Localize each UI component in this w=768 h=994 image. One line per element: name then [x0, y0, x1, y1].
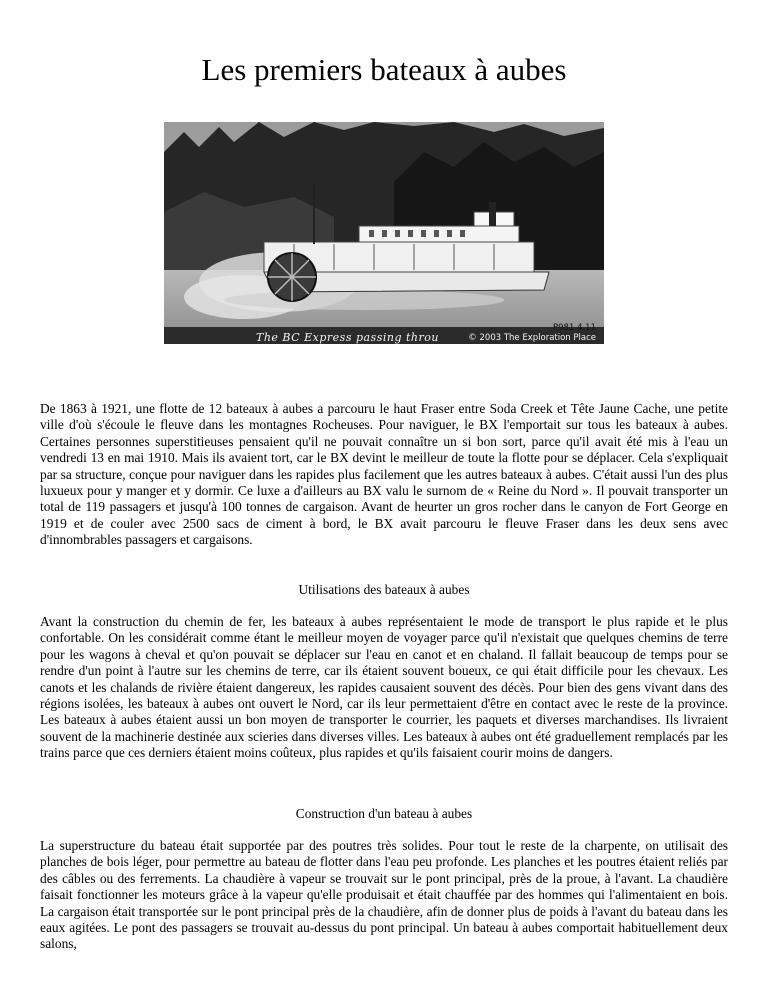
uses-paragraph: Avant la construction du chemin de fer, les bateaux à aubes représentaient le mode de transport le plus rapide et le plus confortable. On les considérait comme étant le meilleur moyen de voyager parce qu'il n'existait que quelques chemins de terre pour les wagons à cheval et qu'on pouvait se déplacer sur l'eau en canot et en chaland. Il fallait beaucoup de temps pour se rendre d'un point à l'autre sur les chemins de terre, car ils étaient souvent boueux, ce qui était difficile pour les chevaux. Les canots et les chalands de rivière étaient dangereux, les rapides causaient souvent des décès. Pour bien des gens vivant dans des régions isolées, les bateaux à aubes ont ouvert le Nord, car ils leur permettaient d'être en contact avec le reste de la province. Les bateaux à aubes étaient aussi un bon moyen de transporter le courrier, les paquets et diverses marchandises. Ils livraient souvent de la machinerie destinée aux scieries dans diverses villes. Les bateaux à aubes ont été graduellement remplacés par les trains parce que ces derniers étaient moins coûteux, plus rapides et qu'ils faisaient courir moins de dangers.: [40, 614, 728, 761]
intro-paragraph: De 1863 à 1921, une flotte de 12 bateaux à aubes a parcouru le haut Fraser entre Soda Creek et Tête Jaune Cache, une petite ville d'où s'écoule le fleuve dans les montagnes Rocheuses. Pour naviguer, le BX l'emportait sur tous les bateaux à aubes. Certaines personnes superstitieuses pensaient qu'il ne pouvait connaître un si bon sort, parce qu'il avait été mis à l'eau un vendredi 13 en mai 1910. Mais ils avaient tort, car le BX devint le meilleur de toute la flotte pour se déplacer. Cela s'expliquait par sa structure, conçue pour naviguer dans les rapides plus facilement que les autres bateaux à aubes. C'était aussi l'un des plus luxueux pour y manger et y dormir. Ce luxe a d'ailleurs au BX valu le surnom de « Reine du Nord ». Il pouvait transporter un total de 119 passagers et jusqu'à 100 tonnes de cargaison. Avant de heurter un gros rocher dans le canyon de Fort George en 1919 et de couler avec 2500 sacs de ciment à bord, le BX avait parcouru le fleuve Fraser dans les deux sens avec d'innombrables passagers et cargaisons.: [40, 401, 728, 548]
uses-heading: Utilisations des bateaux à aubes: [298, 582, 470, 597]
construction-heading: Construction d'un bateau à aubes: [295, 806, 473, 821]
catalog-number: P981.4.11: [553, 323, 596, 333]
photo-graphic: [164, 122, 604, 344]
construction-paragraph: La superstructure du bateau était supportée par des poutres très solides. Pour tout le reste de la charpente, on utilisait des planches de bois léger, pour permettre au bateau de flotter dans l'eau peu profonde. Les planches et les poutres étaient reliés par des câbles ou des ferrements. La chaudière à vapeur se trouvait sur le pont principal, près de la proue, à l'avant. La chaudière faisait fonctionner les moteurs grâce à la vapeur qu'elle produisait et était chauffée par des hommes qui l'alimentaient en bois. La cargaison était transportée sur le pont principal près de la chaudière, afin de donner plus de poids à l'avant du bateau dans les eaux agitées. Le pont des passagers se trouvait au-dessus du pont principal. Un bateau à aubes comportait habituellement deux salons,: [40, 838, 728, 952]
handwritten-caption: The BC Express passing throu: [256, 331, 439, 344]
page-title: Les premiers bateaux à aubes: [201, 52, 567, 87]
photo-copyright: © 2003 The Exploration Place: [468, 333, 596, 343]
sternwheeler-photo: [164, 122, 604, 344]
